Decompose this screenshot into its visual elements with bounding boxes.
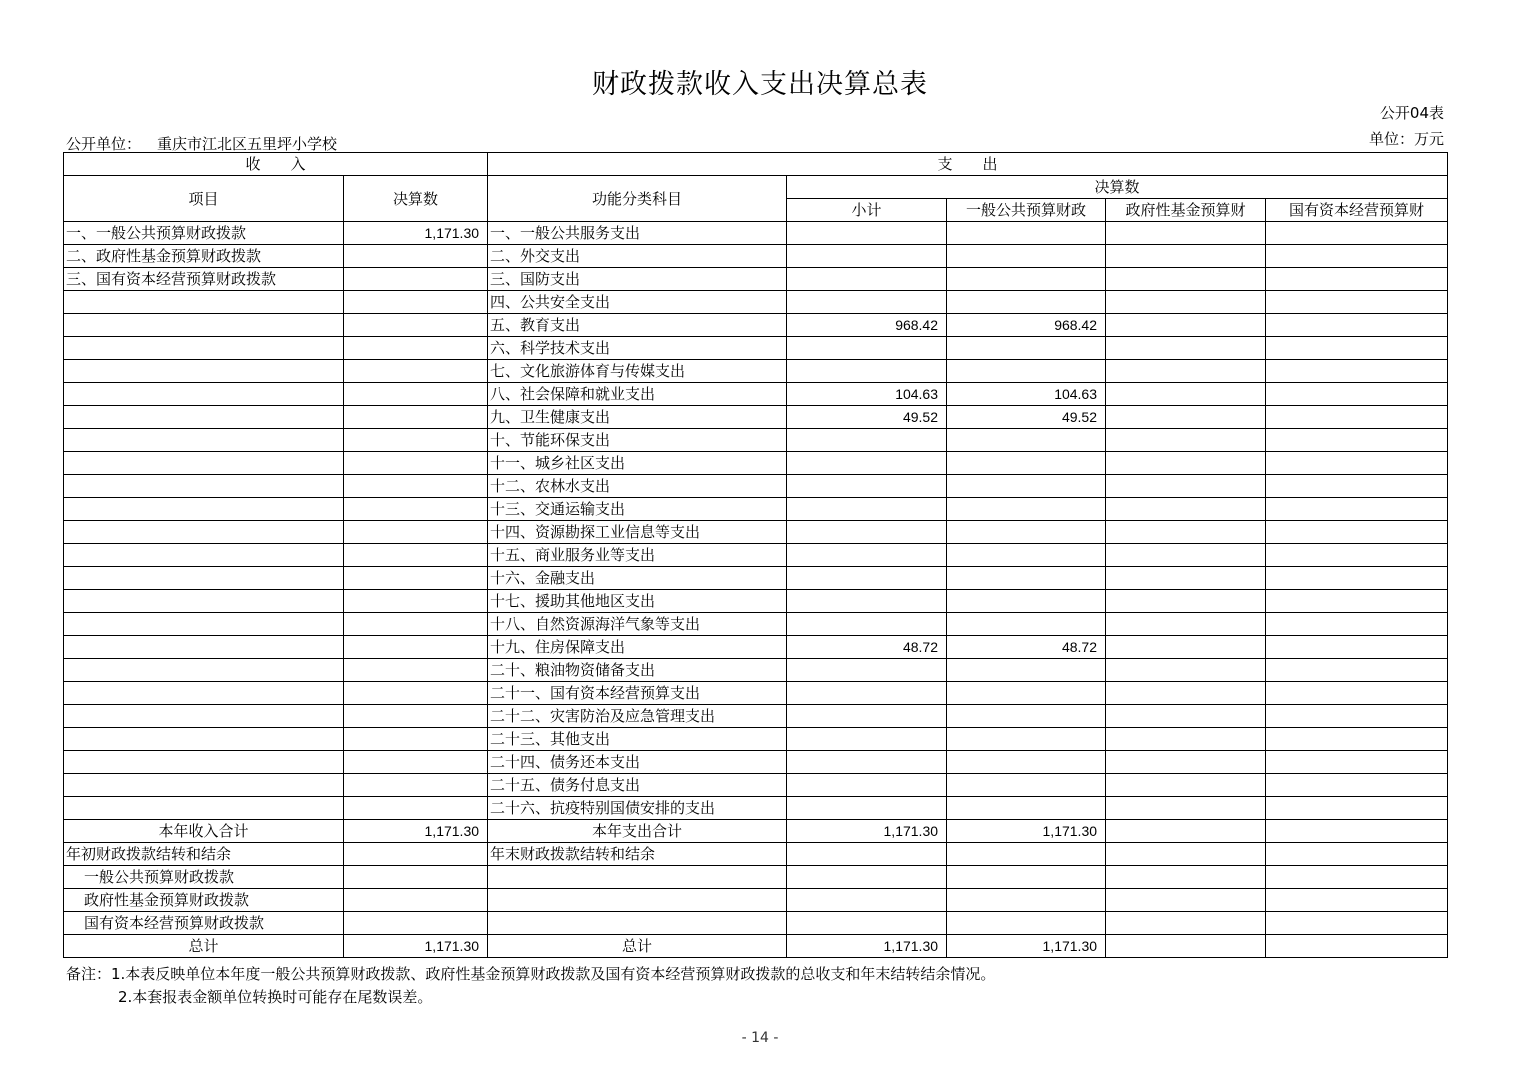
category-cell: 二十、粮油物资储备支出	[488, 659, 787, 682]
state-capital-cell	[1266, 613, 1448, 636]
income-item-cell	[64, 613, 344, 636]
subtotal-cell	[787, 912, 947, 935]
category-cell: 一、一般公共服务支出	[488, 222, 787, 245]
state-capital-cell	[1266, 429, 1448, 452]
general-budget-cell	[947, 682, 1106, 705]
subtotal-cell	[787, 360, 947, 383]
income-item-cell: 政府性基金预算财政拨款	[64, 889, 344, 912]
general-budget-cell	[947, 337, 1106, 360]
income-amount-header: 决算数	[344, 176, 488, 222]
fund-budget-cell	[1106, 291, 1266, 314]
general-budget-cell: 49.52	[947, 406, 1106, 429]
general-budget-header: 一般公共预算财政	[947, 199, 1106, 222]
fund-budget-cell	[1106, 544, 1266, 567]
table-row	[64, 590, 1448, 613]
income-item-cell: 总计	[64, 935, 344, 958]
state-capital-cell	[1266, 452, 1448, 475]
table-row	[64, 751, 1448, 774]
fund-budget-cell	[1106, 245, 1266, 268]
fund-budget-cell	[1106, 360, 1266, 383]
income-amount-cell	[344, 797, 488, 820]
fund-budget-cell	[1106, 728, 1266, 751]
table-row	[64, 705, 1448, 728]
subtotal-cell	[787, 222, 947, 245]
state-capital-cell	[1266, 544, 1448, 567]
org-name: 重庆市江北区五里坪小学校	[157, 135, 338, 153]
table-row	[64, 245, 1448, 268]
income-item-cell	[64, 728, 344, 751]
general-budget-cell	[947, 544, 1106, 567]
table-row	[64, 797, 1448, 820]
subtotal-cell	[787, 268, 947, 291]
general-budget-cell	[947, 590, 1106, 613]
table-row	[64, 314, 1448, 337]
page-title: 财政拨款收入支出决算总表	[592, 69, 928, 100]
subtotal-cell	[787, 613, 947, 636]
general-budget-cell	[947, 429, 1106, 452]
income-amount-cell	[344, 452, 488, 475]
subtotal-cell	[787, 797, 947, 820]
category-cell: 五、教育支出	[488, 314, 787, 337]
income-amount-cell	[344, 567, 488, 590]
general-budget-cell	[947, 521, 1106, 544]
state-capital-cell	[1266, 406, 1448, 429]
table-row	[64, 475, 1448, 498]
category-cell: 十二、农林水支出	[488, 475, 787, 498]
category-cell: 三、国防支出	[488, 268, 787, 291]
income-amount-cell	[344, 659, 488, 682]
state-capital-cell	[1266, 383, 1448, 406]
state-capital-header: 国有资本经营预算财	[1266, 199, 1448, 222]
income-item-cell	[64, 682, 344, 705]
category-cell: 总计	[488, 935, 787, 958]
table-row	[64, 291, 1448, 314]
form-number: 公开04表	[1379, 104, 1444, 122]
income-item-cell	[64, 360, 344, 383]
income-amount-cell: 1,171.30	[344, 820, 488, 843]
income-item-cell	[64, 705, 344, 728]
fiscal-table	[63, 152, 1448, 958]
state-capital-cell	[1266, 866, 1448, 889]
income-item-cell	[64, 383, 344, 406]
income-amount-cell	[344, 521, 488, 544]
fund-budget-cell	[1106, 912, 1266, 935]
fund-budget-cell	[1106, 797, 1266, 820]
state-capital-cell	[1266, 475, 1448, 498]
table-row	[64, 659, 1448, 682]
notes	[66, 963, 995, 1009]
category-cell: 十六、金融支出	[488, 567, 787, 590]
income-amount-cell	[344, 590, 488, 613]
item-column-header: 项目	[64, 176, 344, 222]
state-capital-cell	[1266, 245, 1448, 268]
category-cell: 六、科学技术支出	[488, 337, 787, 360]
fund-budget-cell	[1106, 613, 1266, 636]
subtotal-cell	[787, 659, 947, 682]
summary-row	[64, 866, 1448, 889]
fund-budget-cell	[1106, 406, 1266, 429]
fund-budget-cell	[1106, 751, 1266, 774]
general-budget-cell	[947, 245, 1106, 268]
income-item-cell: 本年收入合计	[64, 820, 344, 843]
general-budget-cell	[947, 705, 1106, 728]
fund-budget-cell	[1106, 222, 1266, 245]
table-row	[64, 682, 1448, 705]
category-cell: 七、文化旅游体育与传媒支出	[488, 360, 787, 383]
general-budget-cell	[947, 843, 1106, 866]
table-row	[64, 774, 1448, 797]
income-amount-cell: 1,171.30	[344, 222, 488, 245]
fund-budget-cell	[1106, 429, 1266, 452]
general-budget-cell: 1,171.30	[947, 820, 1106, 843]
category-cell: 十三、交通运输支出	[488, 498, 787, 521]
fund-budget-cell	[1106, 337, 1266, 360]
category-cell: 二十三、其他支出	[488, 728, 787, 751]
note-line-2: 2.本套报表金额单位转换时可能存在尾数误差。	[118, 988, 433, 1006]
subtotal-cell	[787, 337, 947, 360]
state-capital-cell	[1266, 498, 1448, 521]
subtotal-cell	[787, 590, 947, 613]
state-capital-cell	[1266, 590, 1448, 613]
income-amount-cell	[344, 337, 488, 360]
fund-budget-cell	[1106, 567, 1266, 590]
table-row	[64, 429, 1448, 452]
unit-label: 单位：万元	[1368, 130, 1444, 148]
subtotal-cell	[787, 521, 947, 544]
general-budget-cell: 48.72	[947, 636, 1106, 659]
category-cell	[488, 866, 787, 889]
state-capital-cell	[1266, 682, 1448, 705]
table-row	[64, 636, 1448, 659]
income-amount-cell	[344, 291, 488, 314]
income-amount-cell	[344, 245, 488, 268]
category-cell: 十四、资源勘探工业信息等支出	[488, 521, 787, 544]
income-item-cell	[64, 774, 344, 797]
income-amount-cell	[344, 268, 488, 291]
income-item-cell	[64, 659, 344, 682]
income-item-cell: 三、国有资本经营预算财政拨款	[64, 268, 344, 291]
income-amount-cell	[344, 314, 488, 337]
income-item-cell: 二、政府性基金预算财政拨款	[64, 245, 344, 268]
general-budget-cell	[947, 498, 1106, 521]
subtotal-cell	[787, 475, 947, 498]
income-amount-cell	[344, 406, 488, 429]
subtotal-cell	[787, 682, 947, 705]
income-amount-cell	[344, 498, 488, 521]
subtotal-cell: 49.52	[787, 406, 947, 429]
subtotal-cell	[787, 245, 947, 268]
fund-budget-cell	[1106, 705, 1266, 728]
state-capital-cell	[1266, 659, 1448, 682]
income-amount-cell	[344, 728, 488, 751]
income-amount-cell	[344, 429, 488, 452]
category-cell: 十一、城乡社区支出	[488, 452, 787, 475]
state-capital-cell	[1266, 889, 1448, 912]
org-label: 公开单位：	[66, 135, 142, 153]
expense-group-header: 支 出	[488, 153, 1448, 176]
income-item-cell	[64, 751, 344, 774]
income-amount-cell	[344, 613, 488, 636]
income-item-cell	[64, 452, 344, 475]
fund-budget-cell	[1106, 590, 1266, 613]
fund-budget-cell	[1106, 820, 1266, 843]
subtotal-cell: 104.63	[787, 383, 947, 406]
income-amount-cell	[344, 705, 488, 728]
income-item-cell: 国有资本经营预算财政拨款	[64, 912, 344, 935]
subtotal-cell	[787, 452, 947, 475]
income-group-header: 收 入	[64, 153, 488, 176]
state-capital-cell	[1266, 314, 1448, 337]
fund-budget-cell	[1106, 498, 1266, 521]
fund-budget-cell	[1106, 314, 1266, 337]
fund-budget-cell	[1106, 475, 1266, 498]
state-capital-cell	[1266, 636, 1448, 659]
category-cell: 二十五、债务付息支出	[488, 774, 787, 797]
income-amount-cell	[344, 889, 488, 912]
category-cell: 八、社会保障和就业支出	[488, 383, 787, 406]
category-cell	[488, 889, 787, 912]
income-amount-cell	[344, 544, 488, 567]
table-row	[64, 406, 1448, 429]
general-budget-cell	[947, 268, 1106, 291]
income-amount-cell	[344, 682, 488, 705]
income-item-cell	[64, 636, 344, 659]
income-amount-cell	[344, 912, 488, 935]
category-cell: 十八、自然资源海洋气象等支出	[488, 613, 787, 636]
state-capital-cell	[1266, 705, 1448, 728]
income-amount-cell: 1,171.30	[344, 935, 488, 958]
fund-budget-cell	[1106, 521, 1266, 544]
state-capital-cell	[1266, 222, 1448, 245]
subtotal-cell	[787, 774, 947, 797]
general-budget-cell	[947, 291, 1106, 314]
subtotal-cell	[787, 291, 947, 314]
subtotal-cell	[787, 889, 947, 912]
table-row	[64, 498, 1448, 521]
income-item-cell	[64, 475, 344, 498]
table-row	[64, 337, 1448, 360]
category-column-header: 功能分类科目	[488, 176, 787, 222]
subtotal-cell	[787, 751, 947, 774]
category-cell: 九、卫生健康支出	[488, 406, 787, 429]
income-amount-cell	[344, 843, 488, 866]
fund-budget-cell	[1106, 268, 1266, 291]
summary-row	[64, 912, 1448, 935]
table-row	[64, 728, 1448, 751]
subtotal-cell	[787, 429, 947, 452]
income-item-cell	[64, 567, 344, 590]
category-cell: 十、节能环保支出	[488, 429, 787, 452]
income-item-cell	[64, 544, 344, 567]
category-cell: 十七、援助其他地区支出	[488, 590, 787, 613]
state-capital-cell	[1266, 843, 1448, 866]
category-cell: 二十一、国有资本经营预算支出	[488, 682, 787, 705]
subtotal-cell	[787, 567, 947, 590]
general-budget-cell	[947, 912, 1106, 935]
income-item-cell	[64, 337, 344, 360]
state-capital-cell	[1266, 567, 1448, 590]
table-body	[64, 222, 1448, 958]
state-capital-cell	[1266, 774, 1448, 797]
income-amount-cell	[344, 751, 488, 774]
category-cell: 十九、住房保障支出	[488, 636, 787, 659]
general-budget-cell	[947, 751, 1106, 774]
fund-budget-cell	[1106, 383, 1266, 406]
general-budget-cell	[947, 659, 1106, 682]
table-row	[64, 544, 1448, 567]
income-item-cell	[64, 314, 344, 337]
state-capital-cell	[1266, 912, 1448, 935]
fund-budget-cell	[1106, 889, 1266, 912]
income-item-cell: 一、一般公共预算财政拨款	[64, 222, 344, 245]
fund-budget-cell	[1106, 843, 1266, 866]
general-budget-cell	[947, 360, 1106, 383]
general-budget-cell	[947, 797, 1106, 820]
fund-budget-cell	[1106, 774, 1266, 797]
income-amount-cell	[344, 866, 488, 889]
state-capital-cell	[1266, 291, 1448, 314]
income-item-cell	[64, 521, 344, 544]
category-cell: 二、外交支出	[488, 245, 787, 268]
expense-amount-header: 决算数	[787, 176, 1448, 199]
general-budget-cell	[947, 774, 1106, 797]
category-cell	[488, 912, 787, 935]
state-capital-cell	[1266, 360, 1448, 383]
general-budget-cell	[947, 728, 1106, 751]
state-capital-cell	[1266, 751, 1448, 774]
state-capital-cell	[1266, 728, 1448, 751]
subtotal-cell	[787, 866, 947, 889]
category-cell: 十五、商业服务业等支出	[488, 544, 787, 567]
table-row	[64, 268, 1448, 291]
table-row	[64, 521, 1448, 544]
table-row	[64, 360, 1448, 383]
general-budget-cell: 104.63	[947, 383, 1106, 406]
state-capital-cell	[1266, 268, 1448, 291]
income-amount-cell	[344, 383, 488, 406]
income-item-cell: 年初财政拨款结转和结余	[64, 843, 344, 866]
general-budget-cell	[947, 613, 1106, 636]
subtotal-cell: 1,171.30	[787, 935, 947, 958]
general-budget-cell	[947, 222, 1106, 245]
subtotal-cell: 1,171.30	[787, 820, 947, 843]
income-item-cell	[64, 291, 344, 314]
summary-row	[64, 935, 1448, 958]
table-row	[64, 567, 1448, 590]
fund-budget-cell	[1106, 866, 1266, 889]
income-item-cell	[64, 590, 344, 613]
income-item-cell	[64, 797, 344, 820]
category-cell: 年末财政拨款结转和结余	[488, 843, 787, 866]
subtotal-cell: 48.72	[787, 636, 947, 659]
subtotal-cell: 968.42	[787, 314, 947, 337]
table-row	[64, 222, 1448, 245]
category-cell: 四、公共安全支出	[488, 291, 787, 314]
fund-budget-cell	[1106, 659, 1266, 682]
income-item-cell	[64, 429, 344, 452]
general-budget-cell	[947, 475, 1106, 498]
summary-row	[64, 843, 1448, 866]
subtotal-cell	[787, 728, 947, 751]
state-capital-cell	[1266, 820, 1448, 843]
general-budget-cell	[947, 889, 1106, 912]
fund-budget-header: 政府性基金预算财	[1106, 199, 1266, 222]
table-row	[64, 452, 1448, 475]
income-amount-cell	[344, 475, 488, 498]
state-capital-cell	[1266, 521, 1448, 544]
fund-budget-cell	[1106, 935, 1266, 958]
fund-budget-cell	[1106, 452, 1266, 475]
org-line	[66, 133, 337, 154]
note-line-1: 备注：1.本表反映单位本年度一般公共预算财政拨款、政府性基金预算财政拨款及国有资本经营预算财政拨款的总收支和年末结转结余情况。	[66, 965, 996, 983]
general-budget-cell	[947, 567, 1106, 590]
summary-row	[64, 889, 1448, 912]
subtotal-cell	[787, 544, 947, 567]
page-number: - 14 -	[741, 1030, 779, 1046]
income-amount-cell	[344, 636, 488, 659]
income-amount-cell	[344, 774, 488, 797]
category-cell: 本年支出合计	[488, 820, 787, 843]
income-amount-cell	[344, 360, 488, 383]
subtotal-cell	[787, 843, 947, 866]
income-item-cell	[64, 406, 344, 429]
table-row	[64, 383, 1448, 406]
general-budget-cell: 1,171.30	[947, 935, 1106, 958]
state-capital-cell	[1266, 337, 1448, 360]
category-cell: 二十二、灾害防治及应急管理支出	[488, 705, 787, 728]
general-budget-cell: 968.42	[947, 314, 1106, 337]
fund-budget-cell	[1106, 682, 1266, 705]
summary-row	[64, 820, 1448, 843]
state-capital-cell	[1266, 797, 1448, 820]
subtotal-header: 小计	[787, 199, 947, 222]
income-item-cell: 一般公共预算财政拨款	[64, 866, 344, 889]
table-row	[64, 613, 1448, 636]
income-item-cell	[64, 498, 344, 521]
general-budget-cell	[947, 866, 1106, 889]
state-capital-cell	[1266, 935, 1448, 958]
subtotal-cell	[787, 498, 947, 521]
category-cell: 二十六、抗疫特别国债安排的支出	[488, 797, 787, 820]
fund-budget-cell	[1106, 636, 1266, 659]
subtotal-cell	[787, 705, 947, 728]
general-budget-cell	[947, 452, 1106, 475]
category-cell: 二十四、债务还本支出	[488, 751, 787, 774]
